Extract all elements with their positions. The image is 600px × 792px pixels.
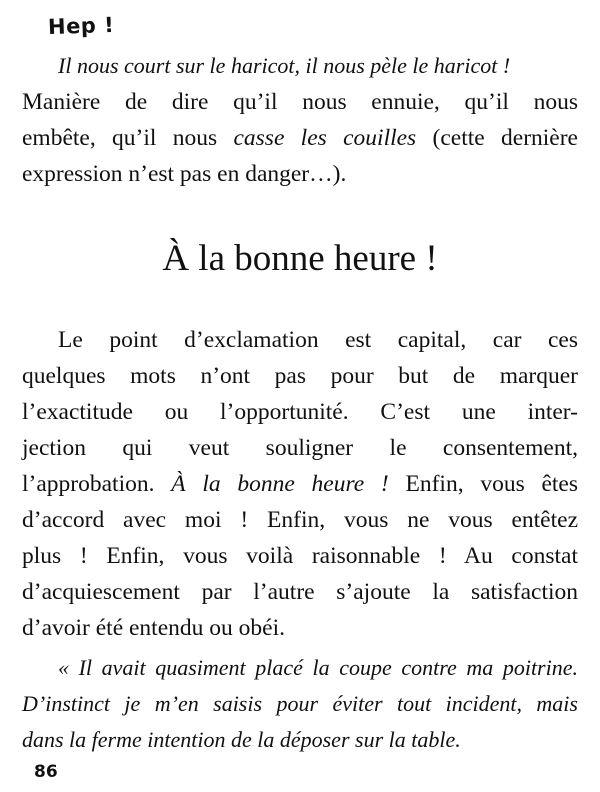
quote-line: dans la ferme intention de la déposer sur la table.: [22, 727, 461, 752]
intro-block: [22, 48, 578, 192]
page-number: 86: [34, 762, 58, 782]
paragraph-line: Le point d’exclamation est capital, car ces: [58, 327, 578, 353]
intro-line: Manière de dire qu’il nous ennuie, qu’il nous: [22, 89, 578, 115]
body-paragraph: [22, 322, 578, 646]
quotation-block: [22, 650, 578, 758]
paragraph-line-prefix: l’approbation.: [22, 471, 172, 497]
paragraph-line: quelques mots n’ont pas pour but de marquer: [22, 363, 578, 389]
paragraph-line-with-italic: [22, 466, 578, 502]
paragraph-line: d’avoir été entendu ou obéi.: [22, 615, 285, 641]
section-tag: Hep !: [47, 12, 115, 40]
paragraph-line: d’accord avec moi ! Enfin, vous ne vous entêtez: [22, 507, 578, 533]
intro-line-text-after: (cette dernière: [416, 125, 578, 151]
quote-line: D’instinct je m’en saisis pour éviter tout incident, mais: [22, 691, 578, 716]
intro-explanation: [22, 84, 578, 192]
expression-line: Il nous court sur le haricot, il nous pèle le haricot !: [58, 53, 511, 78]
quote-line: « Il avait quasiment placé la coupe contre ma poitrine.: [58, 655, 578, 680]
intro-line-with-italic: [22, 120, 578, 156]
paragraph-line: l’exactitude ou l’opportunité. C’est une inter-: [22, 399, 578, 425]
paragraph-line-suffix: Enfin, vous êtes: [388, 471, 579, 497]
paragraph-italic-phrase: À la bonne heure !: [171, 471, 389, 497]
paragraph-line: d’acquiescement par l’autre s’ajoute la satisfaction: [22, 579, 578, 605]
intro-italic-term: casse les couilles: [233, 125, 417, 151]
paragraph-line: plus ! Enfin, vous voilà raisonnable ! Au constat: [22, 543, 578, 569]
paragraph-line: jection qui veut souligner le consentement,: [22, 435, 578, 461]
intro-line-text: embête, qu’il nous: [22, 125, 234, 151]
section-title: À la bonne heure !: [162, 238, 438, 279]
intro-line: expression n’est pas en danger…).: [22, 161, 347, 187]
